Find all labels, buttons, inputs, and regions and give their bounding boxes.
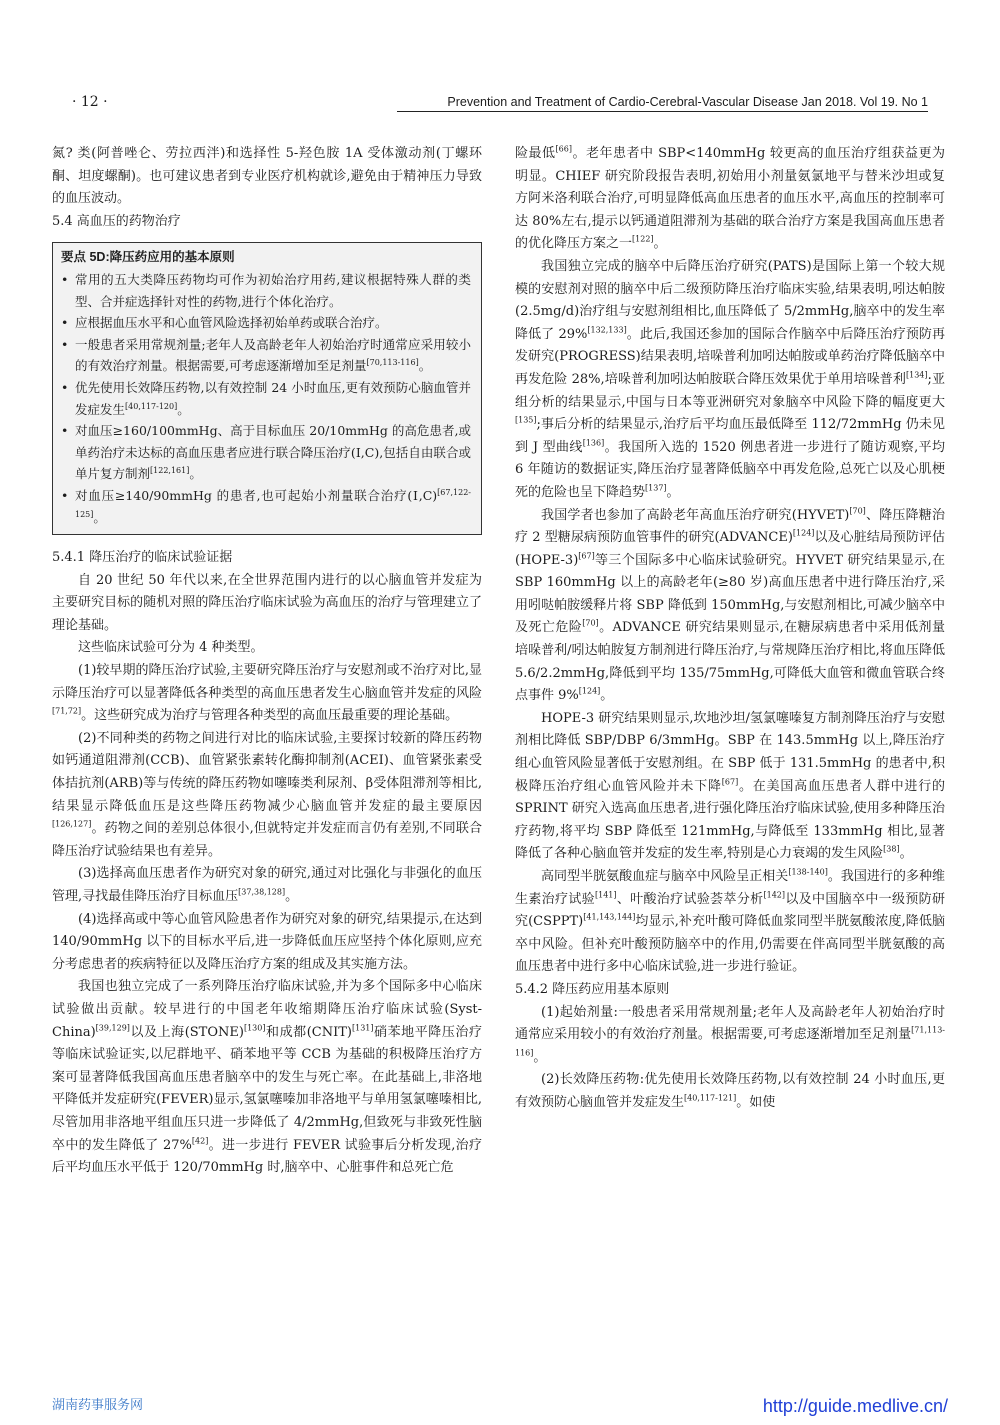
citation: [66] bbox=[555, 144, 572, 154]
citation: [142] bbox=[763, 890, 786, 900]
citation: [135] bbox=[515, 415, 537, 425]
paragraph: 险最低[66]。老年患者中 SBP<140mmHg 较更高的血压治疗组获益更为明显。CHIEF 研究阶段报告表明,初始用小剂量氨氯地平与替米沙坦或复方阿米洛利联合治疗,可明显降低高血压患者的血压水平,高血压的控制率可达 80%左右,提示以钙通道阻滞剂为基础的联合治疗方案是我国高血压患者的优化降压方案之一[122]。 bbox=[515, 144, 945, 252]
bullet-icon: • bbox=[61, 379, 69, 395]
bullet-icon: • bbox=[61, 423, 69, 439]
citation: [124] bbox=[578, 686, 601, 696]
citation: [138-140] bbox=[788, 867, 828, 877]
citation: [41,143,144] bbox=[583, 912, 636, 922]
citation: [40,117-121] bbox=[684, 1093, 737, 1103]
citation: [70] bbox=[849, 506, 866, 516]
paragraph: 这些临床试验可分为 4 种类型。 bbox=[78, 640, 264, 656]
citation: [134] bbox=[905, 370, 928, 380]
keypoint-item: • 优先使用长效降压药物,以有效控制 24 小时血压,更有效预防心脑血管并发症发生[40,117-120]。 bbox=[61, 377, 471, 420]
bullet-icon: • bbox=[61, 315, 69, 331]
bullet-icon: • bbox=[61, 487, 69, 503]
paragraph: (3)选择高血压患者作为研究对象的研究,通过对比强化与非强化的血压管理,寻找最佳降压治疗目标血压[37,38,128]。 bbox=[52, 866, 482, 904]
citation: [137] bbox=[645, 483, 667, 493]
paragraph: 我国学者也参加了高龄老年高血压治疗研究(HYVET)[70]、降压降糖治疗 2 型糖尿病预防血管事件的研究(ADVANCE)[124]以及心脏结局预防评估(HOPE-3)[67]等三个国际多中心临床试验研究。HYVET 研究结果显示,在 SBP 160mmHg 以上的高龄老年(≥80 岁)高血压患者中进行降压治疗,采用吲哒帕胺缓释片将 SBP 降低到 150mmHg,与安慰剂相比,可减少脑卒中及死亡危险[70]。ADVANCE 研究结果则显示,在糖尿病患者中采用低剂量培哚普利/吲达帕胺复方制剂进行降压治疗,与常规降压治疗相比,将血压降低 5.6/2.2mmHg,降低到平均 135/75mmHg,可降低大血管和微血管联合终点事件 9%[124]。 bbox=[515, 506, 945, 704]
keypoint-item: • 对血压≥140/90mmHg 的患者,也可起始小剂量联合治疗(Ⅰ,C)[67,122-125]。 bbox=[61, 485, 471, 528]
citation: [39,129] bbox=[95, 1023, 130, 1033]
watermark-left: 湖南药事服务网 bbox=[52, 1398, 144, 1413]
citation: [70] bbox=[582, 619, 599, 629]
paragraph: 我国也独立完成了一系列降压治疗临床试验,并为多个国际多中心临床试验做出贡献。较早进行的中国老年收缩期降压治疗临床试验(Syst-China)[39,129]以及上海(STONE)[130]和成都(CNIT)[131]硝苯地平降压治疗等临床试验证实,以尼群地平、硝苯地平等 CCB 为基础的积极降压治疗方案可显著降低我国高血压患者脑卒中的发生与死亡率。在此基础上,非洛地平降低并发症研究(FEVER)显示,氢氯噻嗪加非洛地平与单用氢氯噻嗪相比,尽管加用非洛地平组血压只进一步降低了 4/2mmHg,但致死与非致死性脑卒中的发生降低了 27%[42]。进一步进行 FEVER 试验事后分析发现,治疗后平均血压水平低于 120/70mmHg 时,脑卒中、心脏事件和总死亡危 bbox=[52, 979, 483, 1176]
citation: [67] bbox=[721, 777, 739, 787]
paragraph: 我国独立完成的脑卒中后降压治疗研究(PATS)是国际上第一个较大规模的安慰剂对照的脑卒中后二级预防降压治疗临床实验,结果表明,吲达帕胺(2.5mg/d)治疗组与安慰剂组相比,血压降低了 5/2mmHg,脑卒中的发生率降低了 29%[132,133]。此后,我国还参加的国际合作脑卒中后降压治疗预防再发研究(PROGRESS)结果表明,培哚普利加吲达帕胺或单药治疗降低脑卒中再发危险 28%,培哚普利加吲达帕胺联合降压效果优于单用培哚普利[134];亚组分析的结果显示,中国与日本等亚洲研究对象脑卒中风险下降的幅度更大[135];事后分析的结果显示,治疗后平均血压最低降至 112/72mmHg 仍未见到 J 型曲线[136]。我国所入选的 1520 例患者进一步进行了随访观察,平均 6 年随访的数据证实,降压治疗显著降低脑卒中再发危险,总死亡以及心肌梗死的危险也呈下降趋势[137]。 bbox=[515, 258, 946, 500]
section-heading-5-4-2: 5.4.2 降压药应用基本原则 bbox=[515, 981, 670, 997]
citation: [71,113-116] bbox=[515, 1025, 945, 1058]
paragraph: HOPE-3 研究结果则显示,坎地沙坦/氢氯噻嗪复方制剂降压治疗与安慰剂相比降低 SBP/DBP 6/3mmHg。SBP 在 143.5mmHg 以上,降压治疗组心血管风险显著低于安慰剂组。在 SBP 低于 131.5mmHg 的患者中,积极降压治疗组心血管风险并未下降[67]。在美国高血压患者人群中进行的 SPRINT 研究入选高血压患者,进行强化降压治疗临床试验,使用多种降压治疗药物,将平均 SBP 降低至 121mmHg,与降低至 133mmHg 相比,显著降低了各种心脑血管并发症的发生率,特别是心力衰竭的发生风险[38]。 bbox=[515, 710, 945, 862]
citation: [67] bbox=[578, 551, 595, 561]
bullet-icon: • bbox=[61, 271, 69, 287]
paragraph: 高同型半胱氨酸血症与脑卒中风险呈正相关[138-140]。我国进行的多种维生素治疗试验[141]、叶酸治疗试验荟萃分析[142]以及中国脑卒中一级预防研究(CSPPT)[41,143,144]均显示,补充叶酸可降低血浆同型半胱氨酸浓度,降低脑卒中风险。但补充叶酸预防脑卒中的作用,仍需要在伴高同型半胱氨酸的高血压患者中进行多中心临床试验,进一步进行验证。 bbox=[515, 867, 945, 975]
header-rule bbox=[397, 111, 928, 112]
paragraph: 自 20 世纪 50 年代以来,在全世界范围内进行的以心脑血管并发症为主要研究目标的随机对照的降压治疗临床试验为高血压的治疗与管理建立了理论基础。 bbox=[52, 572, 482, 633]
right-column bbox=[515, 143, 945, 1115]
keypoint-item: • 常用的五大类降压药物均可作为初始治疗用药,建议根据特殊人群的类型、合并症选择针对性的药物,进行个体化治疗。 bbox=[61, 269, 471, 312]
source-url-link[interactable]: http://guide.medlive.cn/ bbox=[762, 1396, 948, 1416]
paragraph: (4)选择高或中等心血管风险患者作为研究对象的研究,结果提示,在达到 140/90mmHg 以下的目标水平后,进一步降低血压应坚持个体化原则,应充分考虑患者的疾病特征以及降压治疗方案的组成及其实施方法。 bbox=[52, 911, 482, 972]
left-column bbox=[52, 143, 482, 1180]
paragraph: (1)起始剂量:一般患者采用常规剂量;老年人及高龄老年人初始治疗时通常应采用较小的有效治疗剂量。根据需要,可考虑逐渐增加至足剂量[71,113-116]。 bbox=[515, 1004, 945, 1065]
keypoint-item: • 对血压≥160/100mmHg、高于目标血压 20/10mmHg 的高危患者,或单药治疗未达标的高血压患者应进行联合降压治疗(Ⅰ,C),包括自由联合或单片复方制剂[122,161]。 bbox=[61, 420, 471, 485]
citation: [132,133] bbox=[587, 325, 627, 335]
keypoint-item: • 应根据血压水平和心血管风险选择初始单药或联合治疗。 bbox=[61, 312, 471, 334]
citation: [40,117-120] bbox=[125, 401, 178, 411]
citation: [131] bbox=[351, 1023, 374, 1033]
paragraph: (1)较早期的降压治疗试验,主要研究降压治疗与安慰剂或不治疗对比,显示降压治疗可以显著降低各种类型的高血压患者发生心脑血管并发症的风险[71,72]。这些研究成为治疗与管理各种类型的高血压最重要的理论基础。 bbox=[52, 663, 482, 724]
citation: [67,122-125] bbox=[75, 487, 471, 519]
paragraph: (2)不同种类的药物之间进行对比的临床试验,主要探讨较新的降压药物如钙通道阻滞剂(CCB)、血管紧张素转化酶抑制剂(ACEI)、血管紧张素受体拮抗剂(ARB)等与传统的降压药物如噻嗪类利尿剂、β受体阻滞剂等相比,结果显示降低血压是这些降压药物减少心脑血管并发症的最主要原因[126,127]。药物之间的差别总体很小,但就特定并发症而言仍有差别,不同联合降压治疗试验结果也有差异。 bbox=[52, 730, 482, 859]
citation: [130] bbox=[243, 1023, 266, 1033]
citation: [122,161] bbox=[150, 466, 190, 476]
citation: [126,127] bbox=[52, 819, 92, 829]
page-number: · 12 · bbox=[72, 94, 108, 110]
section-heading-5-4-1: 5.4.1 降压治疗的临床试验证据 bbox=[52, 550, 233, 566]
keypoint-item: • 一般患者采用常规剂量;老年人及高龄老年人初始治疗时通常应采用较小的有效治疗剂量。根据需要,可考虑逐渐增加至足剂量[70,113-116]。 bbox=[61, 334, 471, 377]
section-heading-5-4: 5.4 高血压的药物治疗 bbox=[52, 213, 181, 229]
page-header bbox=[52, 93, 928, 111]
citation: [141] bbox=[595, 890, 617, 900]
citation: [42] bbox=[191, 1136, 209, 1146]
citation: [70,113-116] bbox=[366, 358, 419, 368]
citation: [136] bbox=[582, 438, 605, 448]
citation: [38] bbox=[883, 845, 900, 855]
keypoint-title: 要点 5D:降压药应用的基本原则 bbox=[61, 250, 235, 265]
citation: [122] bbox=[632, 235, 654, 245]
intro-paragraph: 氮? 类(阿普唑仑、劳拉西泮)和选择性 5-羟色胺 1A 受体激动剂(丁螺环酮、坦度螺酮)。也可建议患者到专业医疗机构就诊,避免由于精神压力导致的血压波动。 bbox=[52, 146, 482, 207]
bullet-icon: • bbox=[61, 336, 69, 352]
keypoint-box bbox=[52, 242, 482, 535]
citation: [124] bbox=[792, 528, 815, 538]
citation: [37,38,128] bbox=[238, 887, 286, 897]
paragraph: (2)长效降压药物:优先使用长效降压药物,以有效控制 24 小时血压,更有效预防心脑血管并发症发生[40,117-121]。如使 bbox=[515, 1072, 945, 1110]
journal-title: Prevention and Treatment of Cardio-Cerebral-Vascular Disease Jan 2018. Vol 19. No 1 bbox=[447, 95, 928, 109]
citation: [71,72] bbox=[52, 706, 82, 716]
